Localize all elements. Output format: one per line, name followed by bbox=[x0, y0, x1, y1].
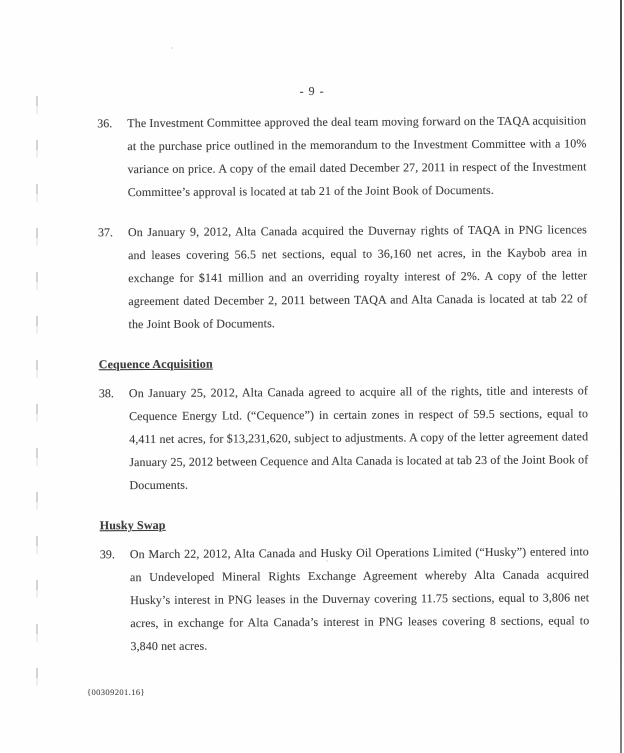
section-heading-cequence-acquisition: Cequence Acquisition bbox=[98, 356, 213, 372]
paragraph-number: 36. bbox=[97, 116, 113, 131]
paragraph-37 bbox=[98, 218, 588, 336]
page-number: - 9 - bbox=[299, 83, 325, 99]
paragraph-39 bbox=[100, 540, 590, 658]
page-body bbox=[0, 78, 624, 676]
paragraph-text: On March 22, 2012, Alta Canada and Husky Oil Operations Limited (“Husky”) entered into an Undeveloped Mineral Rights Exchange Agreement whereby Alta Canada acquired Husky’s interest in PNG leases in the Duvernay covering 11.75 sections, equal to 3,806 net acres, in exchange for Alta Canada’s interest in PNG leases covering 8 sections, equal to 3,840 net acres. bbox=[129, 544, 590, 654]
section-heading-husky-swap: Husky Swap bbox=[99, 517, 166, 533]
paragraph-36 bbox=[97, 109, 587, 204]
paragraph-number: 39. bbox=[99, 547, 115, 562]
paragraph-text: On January 9, 2012, Alta Canada acquired the Duvernay rights of TAQA in PNG licences and leases covering 56.5 net sections, equal to 36,160 net acres, in the Kaybob area in exchange for $141 million and an overriding royalty interest of 2%. A copy of the letter agreement dated December 2, 2011 between TAQA and Alta Canada is located at tab 22 of the Joint Book of Documents. bbox=[127, 222, 588, 332]
paragraph-number: 38. bbox=[98, 386, 114, 401]
paragraph-text: The Investment Committee approved the deal team moving forward on the TAQA acquisition at the purchase price outlined in the memorandum to the Investment Committee with a 10% variance on price. A copy of the email dated December 27, 2011 in respect of the Investment Committee’s approval is located at tab 21 of the Joint Book of Documents. bbox=[127, 113, 587, 200]
paragraph-text: On January 25, 2012, Alta Canada agreed to acquire all of the rights, title and interests of Cequence Energy Ltd. (“Cequence”) in certain zones in respect of 59.5 sections, equal to 4,411 net acres, for $13,231,620, subject to adjustments. A copy of the letter agreement dated January 25, 2012 between Cequence and Alta Canada is located at tab 23 of the Joint Book of Documents. bbox=[128, 383, 589, 493]
document-id-footer: {00309201.16} bbox=[87, 687, 145, 697]
scan-speck bbox=[171, 47, 173, 49]
paragraph-38 bbox=[99, 379, 589, 497]
paragraph-number: 37. bbox=[97, 225, 113, 240]
